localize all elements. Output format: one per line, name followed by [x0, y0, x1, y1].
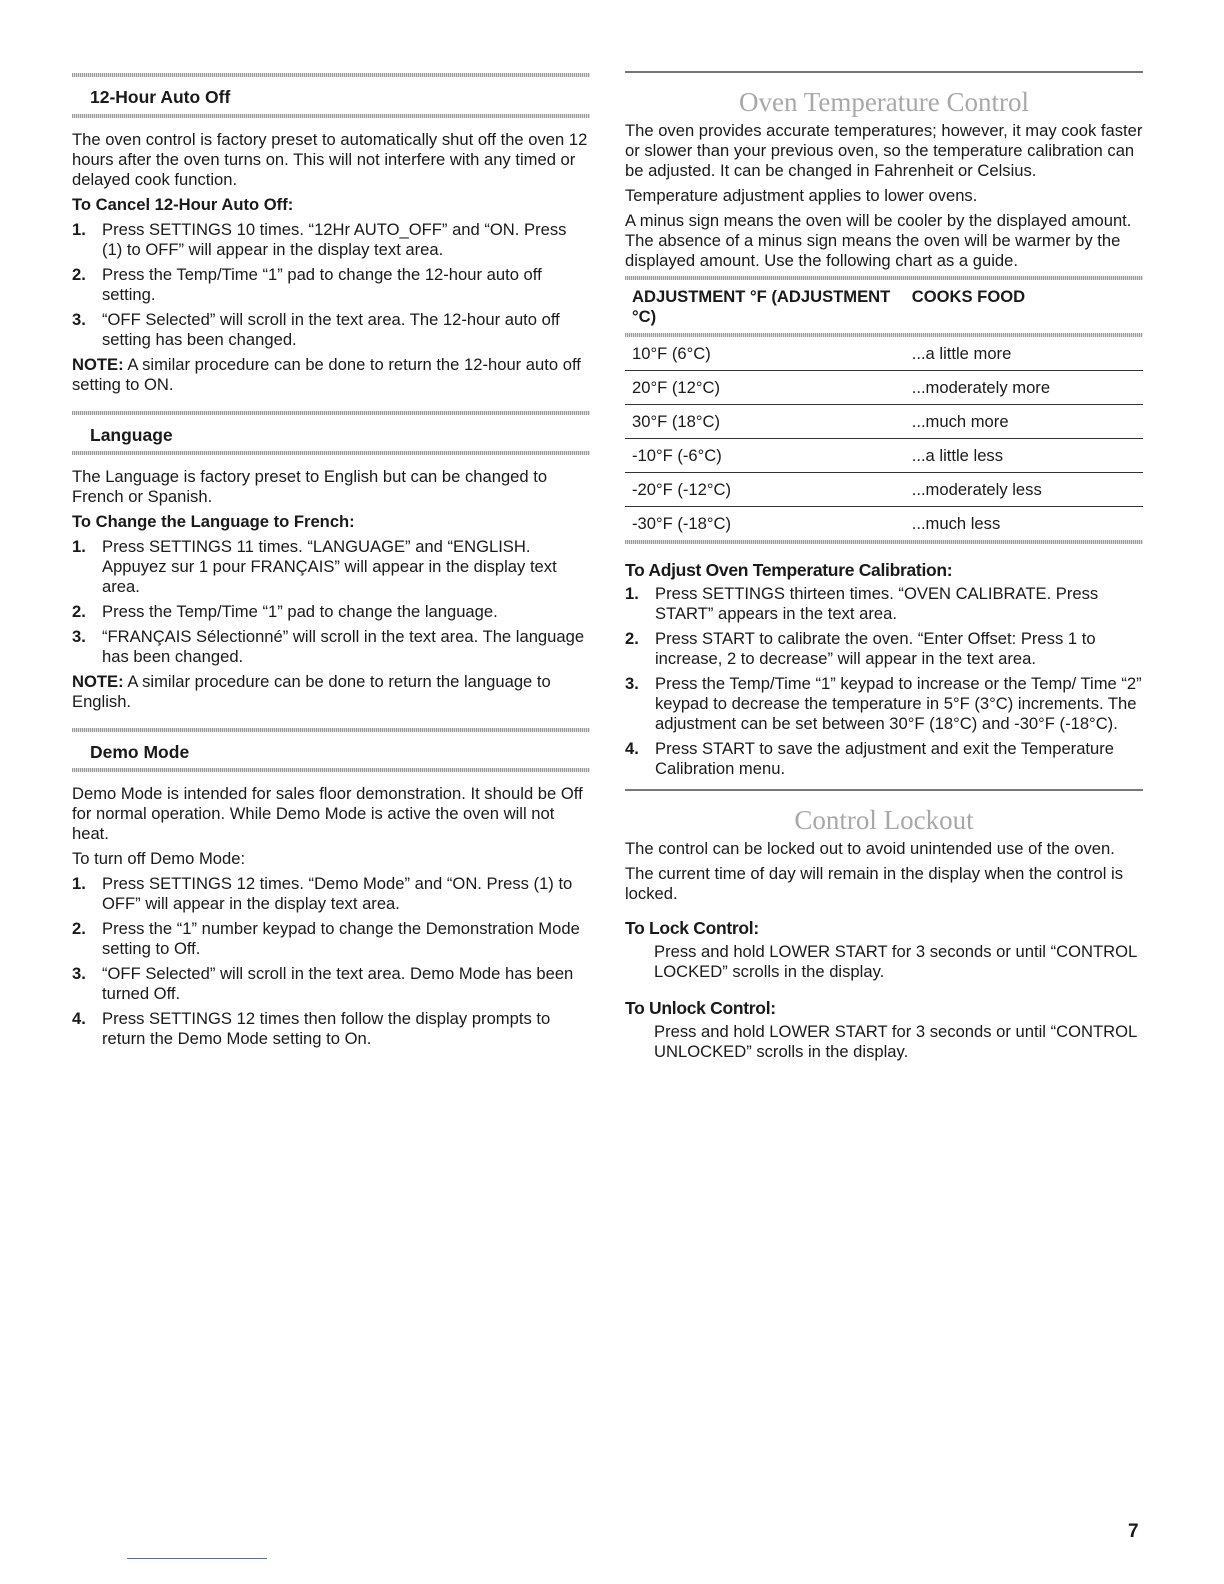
- list-item: [72, 602, 590, 622]
- step-number: 3.: [72, 310, 86, 329]
- paragraph: A minus sign means the oven will be cooler by the displayed amount. The absence of a minus sign means the oven will be warmer by the displayed amount. Use the following chart as a guide.: [625, 211, 1132, 270]
- paragraph: Temperature adjustment applies to lower ovens.: [625, 186, 978, 205]
- divider: [625, 276, 1143, 280]
- paragraph: The Language is factory preset to English but can be changed to French or Spanish.: [72, 467, 548, 506]
- table-cell: ...a little less: [905, 439, 1143, 473]
- step-text: Press the Temp/Time “1” pad to change the 12-hour auto off setting.: [102, 265, 542, 304]
- section-heading-demo-mode: Demo Mode: [90, 742, 190, 762]
- table-cell: ...moderately more: [905, 371, 1143, 405]
- list-item: [72, 220, 590, 260]
- list-item: [72, 964, 590, 1004]
- table-cell: 30°F (18°C): [625, 405, 905, 439]
- note: [72, 355, 590, 395]
- steps-list: [72, 874, 590, 1049]
- section-heading-auto-off: 12-Hour Auto Off: [90, 87, 231, 107]
- table-row: [625, 371, 1143, 405]
- divider: [625, 540, 1143, 544]
- column-header: COOKS FOOD: [911, 287, 1026, 306]
- divider: [72, 114, 590, 118]
- step-number: 3.: [625, 674, 639, 693]
- table-header-row: [625, 283, 1143, 333]
- step-number: 2.: [72, 265, 86, 284]
- subheading: To Cancel 12-Hour Auto Off:: [72, 195, 294, 214]
- paragraph: The oven provides accurate temperatures; however, it may cook faster or slower than your previous oven, so the temperature calibration can be adjusted. It can be changed in Fahrenheit or Celsius.: [625, 121, 1143, 180]
- step-number: 3.: [72, 964, 86, 983]
- step-text: Press SETTINGS thirteen times. “OVEN CALIBRATE. Press START” appears in the text area.: [655, 584, 1099, 623]
- note-label: NOTE:: [72, 355, 124, 374]
- table-cell: -30°F (-18°C): [632, 514, 732, 533]
- step-text: Press SETTINGS 12 times then follow the display prompts to return the Demo Mode setting to On.: [102, 1009, 551, 1048]
- step-text: Press SETTINGS 11 times. “LANGUAGE” and “ENGLISH. Appuyez sur 1 pour FRANÇAIS” will appear in the display text area.: [102, 537, 557, 596]
- note-label: NOTE:: [72, 672, 124, 691]
- step-number: 2.: [625, 629, 639, 648]
- paragraph: Demo Mode is intended for sales floor demonstration. It should be Off for normal operation. While Demo Mode is active the oven will not heat.: [72, 784, 583, 843]
- steps-list: [72, 537, 590, 667]
- step-text: “OFF Selected” will scroll in the text area. The 12-hour auto off setting has been changed.: [102, 310, 560, 349]
- column-header: ADJUSTMENT °F (ADJUSTMENT °C): [632, 287, 891, 326]
- paragraph: Press and hold LOWER START for 3 seconds or until “CONTROL LOCKED” scrolls in the display.: [654, 942, 1137, 981]
- table-cell: ...a little more: [905, 337, 1143, 371]
- list-item: [625, 584, 1143, 624]
- section-title-control-lockout: Control Lockout: [794, 805, 974, 835]
- list-item: [625, 629, 1143, 669]
- adjustment-table: [625, 283, 1143, 540]
- table-cell: ...much more: [905, 405, 1143, 439]
- list-item: [72, 1009, 590, 1049]
- page-number: 7: [1128, 1521, 1139, 1542]
- list-item: [625, 739, 1143, 779]
- step-number: 3.: [72, 627, 86, 646]
- steps-list: [625, 584, 1143, 779]
- left-column: [72, 0, 590, 1054]
- table-row: [625, 439, 1143, 473]
- table-row: [625, 405, 1143, 439]
- table-cell: ...moderately less: [905, 473, 1143, 507]
- step-number: 4.: [625, 739, 639, 758]
- note-text: A similar procedure can be done to return the 12-hour auto off setting to ON.: [72, 355, 581, 394]
- step-text: “FRANÇAIS Sélectionné” will scroll in the text area. The language has been changed.: [102, 627, 585, 666]
- list-item: [72, 627, 590, 667]
- paragraph: Press and hold LOWER START for 3 seconds or until “CONTROL UNLOCKED” scrolls in the display.: [654, 1022, 1137, 1061]
- list-item: [72, 919, 590, 959]
- step-text: Press the Temp/Time “1” keypad to increase or the Temp/ Time “2” keypad to decrease the temperature in 5°F (3°C) increments. The adjustment can be set between 30°F (18°C) and -30°F (-18°C).: [655, 674, 1142, 733]
- step-text: Press SETTINGS 10 times. “12Hr AUTO_OFF” and “ON. Press (1) to OFF” will appear in the display text area.: [102, 220, 567, 259]
- step-number: 2.: [72, 919, 86, 938]
- subheading: To Unlock Control:: [625, 998, 776, 1018]
- step-text: “OFF Selected” will scroll in the text area. Demo Mode has been turned Off.: [102, 964, 574, 1003]
- step-number: 1.: [72, 537, 86, 556]
- subheading: To Adjust Oven Temperature Calibration:: [625, 560, 953, 580]
- step-text: Press START to calibrate the oven. “Enter Offset: Press 1 to increase, 2 to decrease” will appear in the text area.: [655, 629, 1096, 668]
- footer-divider: [127, 1558, 267, 1559]
- step-number: 2.: [72, 602, 86, 621]
- paragraph: The current time of day will remain in the display when the control is locked.: [625, 864, 1124, 903]
- list-item: [72, 265, 590, 305]
- step-number: 1.: [72, 874, 86, 893]
- note-text: A similar procedure can be done to return the language to English.: [72, 672, 551, 711]
- steps-list: [72, 220, 590, 350]
- section-heading-language: Language: [90, 425, 173, 445]
- list-item: [72, 310, 590, 350]
- right-column: [625, 0, 1143, 1067]
- paragraph: The oven control is factory preset to automatically shut off the oven 12 hours after the oven turns on. This will not interfere with any timed or delayed cook function.: [72, 130, 588, 189]
- step-text: Press SETTINGS 12 times. “Demo Mode” and “ON. Press (1) to OFF” will appear in the display text area.: [102, 874, 573, 913]
- subheading: To Change the Language to French:: [72, 512, 355, 531]
- step-text: Press the Temp/Time “1” pad to change the language.: [102, 602, 498, 621]
- section-title-oven-temperature: Oven Temperature Control: [738, 87, 1030, 117]
- table-cell: -10°F (-6°C): [625, 439, 905, 473]
- step-text: Press START to save the adjustment and exit the Temperature Calibration menu.: [655, 739, 1115, 778]
- paragraph: The control can be locked out to avoid unintended use of the oven.: [625, 839, 1115, 858]
- table-cell: 10°F (6°C): [625, 337, 905, 371]
- list-item: [625, 674, 1143, 734]
- subheading: To Lock Control:: [625, 918, 759, 938]
- table-cell: ...much less: [911, 514, 1001, 533]
- table-cell: -20°F (-12°C): [625, 473, 905, 507]
- step-text: Press the “1” number keypad to change the Demonstration Mode setting to Off.: [102, 919, 580, 958]
- divider: [72, 451, 590, 455]
- list-item: [72, 537, 590, 597]
- paragraph: To turn off Demo Mode:: [72, 849, 246, 868]
- step-number: 1.: [72, 220, 86, 239]
- table-row: [625, 337, 1143, 371]
- table-row: [625, 473, 1143, 507]
- note: [72, 672, 590, 712]
- step-number: 4.: [72, 1009, 86, 1028]
- step-number: 1.: [625, 584, 639, 603]
- table-cell: 20°F (12°C): [625, 371, 905, 405]
- divider: [72, 768, 590, 772]
- list-item: [72, 874, 590, 914]
- table-row: [625, 507, 1143, 541]
